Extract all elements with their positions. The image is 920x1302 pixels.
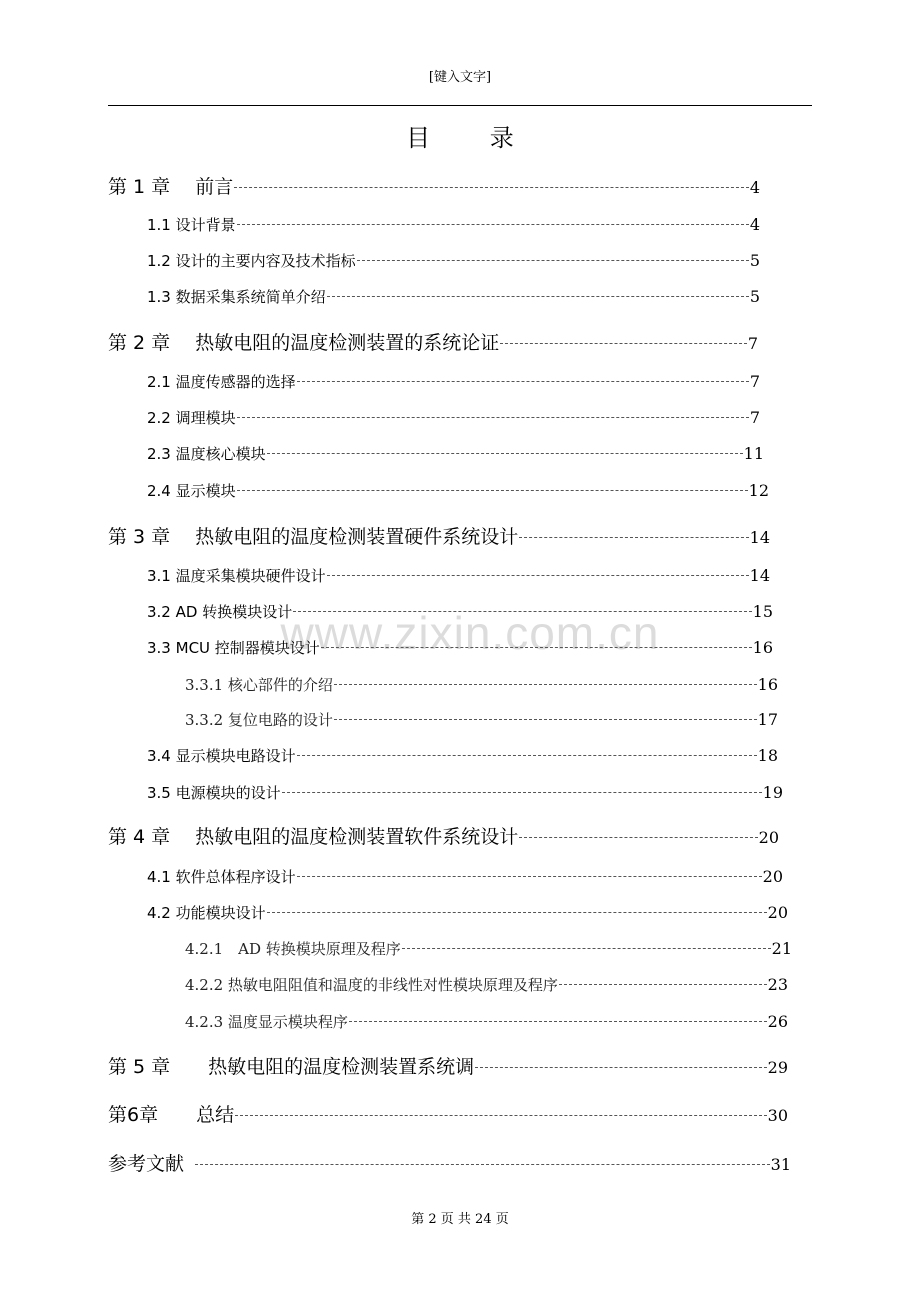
toc-page-number: 18 <box>757 746 778 765</box>
toc-page-number: 29 <box>767 1058 788 1077</box>
toc-entry[interactable] <box>108 1052 788 1079</box>
toc-entry[interactable] <box>185 1011 788 1032</box>
toc-entry[interactable] <box>147 214 760 235</box>
toc-leader <box>402 948 771 949</box>
toc-page-number: 14 <box>749 528 770 547</box>
toc-leader <box>237 417 749 418</box>
toc-entry[interactable] <box>108 172 760 199</box>
toc-page-number: 31 <box>770 1155 791 1174</box>
toc-page-number: 11 <box>743 444 764 463</box>
toc-page-number: 20 <box>762 867 783 886</box>
toc-entry-label: 第 1 章 前言 <box>108 176 234 198</box>
toc-leader <box>297 876 762 877</box>
toc-entry[interactable] <box>147 782 783 803</box>
toc-leader <box>519 837 757 838</box>
toc-entry-label: 3.5 电源模块的设计 <box>147 784 281 802</box>
toc-page-number: 26 <box>767 1012 788 1031</box>
toc-page-number: 20 <box>758 828 779 847</box>
toc-entry-label: 第 4 章 热敏电阻的温度检测装置软件系统设计 <box>108 826 519 848</box>
toc-entry-label: 1.1 设计背景 <box>147 216 236 234</box>
toc-entry[interactable] <box>108 1149 791 1176</box>
toc-page-number: 19 <box>762 783 783 802</box>
toc-entry[interactable] <box>147 637 773 658</box>
toc-entry-label: 2.1 温度传感器的选择 <box>147 373 296 391</box>
toc-entry-label: 4.2.1 AD 转换模块原理及程序 <box>185 940 401 958</box>
toc-entry-label: 2.2 调理模块 <box>147 409 236 427</box>
toc-entry-label: 4.2 功能模块设计 <box>147 904 266 922</box>
toc-entry[interactable] <box>108 328 758 355</box>
toc-page-number: 16 <box>757 675 778 694</box>
toc-leader <box>321 647 752 648</box>
toc-page-number: 12 <box>748 481 769 500</box>
toc-leader <box>235 1115 767 1116</box>
toc-entry-label: 第 2 章 热敏电阻的温度检测装置的系统论证 <box>108 332 500 354</box>
toc-entry-label: 2.4 显示模块 <box>147 482 236 500</box>
toc-leader <box>475 1067 766 1068</box>
header-rule <box>108 105 812 106</box>
toc-page-number: 23 <box>767 975 788 994</box>
toc-page-number: 7 <box>747 334 758 353</box>
toc-entry[interactable] <box>147 565 770 586</box>
toc-entry[interactable] <box>147 866 783 887</box>
toc-entry[interactable] <box>147 443 764 464</box>
toc-leader <box>500 343 747 344</box>
toc-leader <box>234 187 749 188</box>
toc-leader <box>334 684 757 685</box>
toc-entry[interactable] <box>147 250 760 271</box>
toc-leader <box>327 575 749 576</box>
toc-entry[interactable] <box>108 1100 788 1127</box>
toc-leader <box>327 296 749 297</box>
toc-entry-label: 3.4 显示模块电路设计 <box>147 747 296 765</box>
toc-entry[interactable] <box>147 902 788 923</box>
page-footer: 第 2 页 共 24 页 <box>411 1212 509 1227</box>
toc-entry-label: 1.3 数据采集系统简单介绍 <box>147 288 326 306</box>
toc-entry[interactable] <box>147 601 773 622</box>
toc-leader <box>293 611 751 612</box>
toc-entry[interactable] <box>108 522 770 549</box>
toc-page-number: 20 <box>767 903 788 922</box>
toc-leader <box>519 537 748 538</box>
toc-title: 目 录 <box>406 124 540 152</box>
toc-leader <box>282 792 762 793</box>
toc-entry-label: 第6章 总结 <box>108 1104 235 1126</box>
toc-page-number: 15 <box>752 602 773 621</box>
toc-page-number: 5 <box>749 287 760 306</box>
toc-page-number: 7 <box>749 372 760 391</box>
toc-entry[interactable] <box>108 822 779 849</box>
toc-leader <box>297 755 757 756</box>
toc-page-number: 7 <box>749 408 760 427</box>
toc-page-number: 21 <box>771 939 792 958</box>
toc-leader <box>297 381 749 382</box>
toc-entry-label: 3.2 AD 转换模块设计 <box>147 603 293 621</box>
toc-entry[interactable] <box>147 745 778 766</box>
toc-entry-label: 4.2.2 热敏电阻阻值和温度的非线性对性模块原理及程序 <box>185 976 558 994</box>
toc-entry-label: 2.3 温度核心模块 <box>147 445 266 463</box>
toc-page-number: 14 <box>749 566 770 585</box>
watermark: www.zixin.com.cn <box>280 607 660 659</box>
toc-entry[interactable] <box>147 407 760 428</box>
toc-entry[interactable] <box>147 480 769 501</box>
toc-page-number: 17 <box>757 710 778 729</box>
toc-entry-label: 第 5 章 热敏电阻的温度检测装置系统调 <box>108 1056 475 1078</box>
toc-page-number: 4 <box>749 178 760 197</box>
toc-entry[interactable] <box>185 674 778 695</box>
page-header: [键入文字] <box>428 70 492 85</box>
toc-entry-label: 4.1 软件总体程序设计 <box>147 868 296 886</box>
toc-entry-label: 3.3.2 复位电路的设计 <box>185 711 333 729</box>
toc-page-number: 4 <box>749 215 760 234</box>
toc-page-number: 5 <box>749 251 760 270</box>
toc-entry-label: 3.1 温度采集模块硬件设计 <box>147 567 326 585</box>
toc-leader <box>559 984 767 985</box>
toc-leader <box>267 912 767 913</box>
toc-entry-label: 1.2 设计的主要内容及技术指标 <box>147 252 356 270</box>
toc-entry-label: 4.2.3 温度显示模块程序 <box>185 1013 348 1031</box>
toc-page-number: 30 <box>767 1106 788 1125</box>
toc-leader <box>267 453 743 454</box>
toc-leader <box>237 224 749 225</box>
toc-leader <box>357 260 749 261</box>
toc-entry-label: 参考文献 <box>108 1153 185 1175</box>
toc-entry[interactable] <box>185 938 792 959</box>
toc-entry-label: 第 3 章 热敏电阻的温度检测装置硬件系统设计 <box>108 526 519 548</box>
toc-leader <box>195 1164 770 1165</box>
toc-entry-label: 3.3.1 核心部件的介绍 <box>185 676 333 694</box>
toc-leader <box>237 490 748 491</box>
toc-entry[interactable] <box>147 286 760 307</box>
toc-page-number: 16 <box>752 638 773 657</box>
toc-entry[interactable] <box>147 371 760 392</box>
toc-entry[interactable] <box>185 709 778 730</box>
toc-entry[interactable] <box>185 974 788 995</box>
toc-entry-label: 3.3 MCU 控制器模块设计 <box>147 639 320 657</box>
toc-leader <box>334 719 757 720</box>
toc-leader <box>349 1021 767 1022</box>
